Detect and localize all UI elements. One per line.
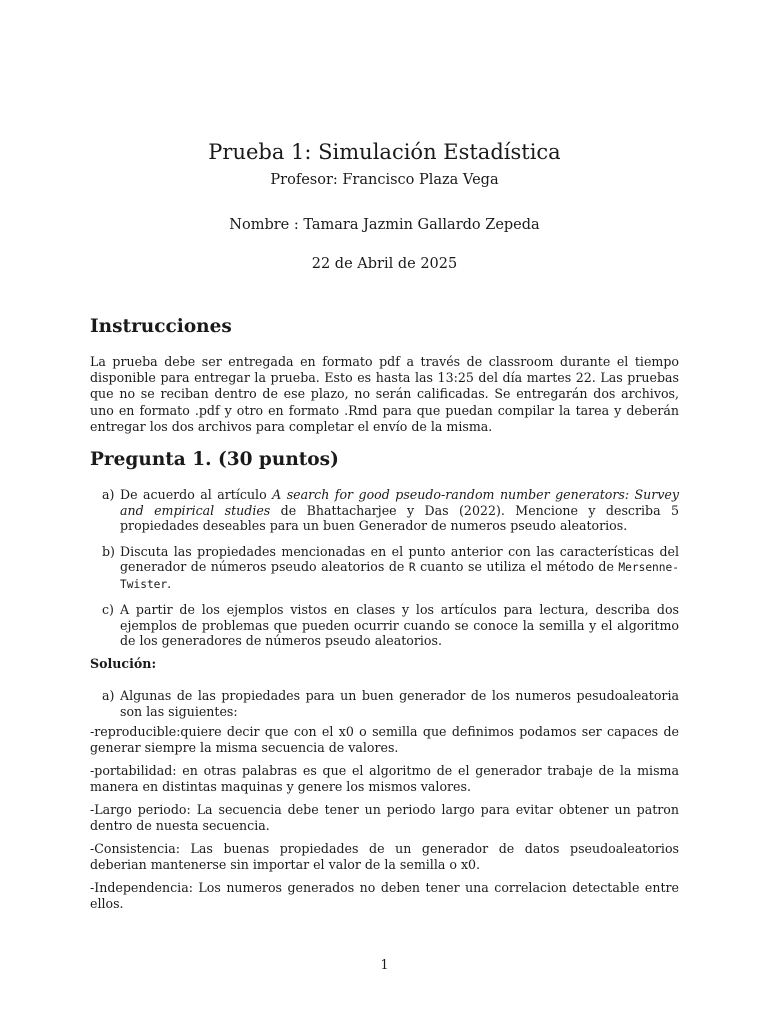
item-marker: a) [102, 487, 115, 502]
item-text: cuanto se utiliza el método de [415, 559, 619, 574]
answer-item-a [90, 688, 679, 719]
item-text: . [167, 575, 172, 591]
item-text: De acuerdo al artículo [120, 487, 273, 502]
item-marker: b) [102, 543, 115, 559]
student-name-line: Nombre : Tamara Jazmin Gallardo Zepeda [229, 217, 540, 233]
property-item: -Largo periodo: La secuencia debe tener un periodo largo para evitar obtener un patron dentro de nuesta secuencia. [90, 802, 679, 833]
property-item: -Independencia: Los numeros generados no deben tener una correlacion detectable entre ellos. [90, 880, 679, 911]
item-marker: a) [102, 688, 115, 703]
question-item-a [90, 487, 679, 534]
document-page [90, 0, 679, 1024]
question-item-b [90, 544, 679, 593]
article-title: A search for good pseudo-random number generators: Survey and empirical studies [120, 487, 679, 518]
page-number: 1 [380, 957, 389, 972]
professor-line: Profesor: Francisco Plaza Vega [270, 172, 499, 188]
inline-code: R [408, 561, 416, 574]
item-text: de Bhattacharjee y Das (2022). Mencione y describa 5 propiedades deseables para un buen Generador de numeros pseudo aleatorios. [120, 502, 679, 533]
properties-list [90, 724, 679, 919]
answer-intro: Algunas de las propiedades para un buen generador de los numeros pesudoaleatoria son las siguientes: [120, 688, 679, 719]
property-item: -portabilidad: en otras palabras es que el algoritmo de el generador trabaje de la misma manera en distintas maquinas y genere los mismos valores. [90, 763, 679, 794]
document-title: Prueba 1: Simulación Estadística [208, 140, 561, 164]
item-text: A partir de los ejemplos vistos en clases y los artículos para lectura, describa dos ejemplos de problemas que pueden ocurrir cuando se conoce la semilla y el algoritmo de los generadores de números pseudo aleatorios. [120, 602, 679, 648]
instructions-heading: Instrucciones [90, 316, 232, 337]
property-item: -Consistencia: Las buenas propiedades de un generador de datos pseudoaleatorios deberian mantenerse sin importar el valor de la semilla o x0. [90, 841, 679, 872]
item-text: Discuta las propiedades mencionadas en el punto anterior con las características del generador de números pseudo aleatorios de [120, 543, 679, 574]
item-marker: c) [102, 602, 114, 617]
solution-label: Solución: [90, 656, 157, 671]
instructions-text: La prueba debe ser entregada en formato pdf a través de classroom durante el tiempo disponible para entregar la prueba. Esto es hasta las 13:25 del día martes 22. Las pruebas que no se reciban dentro de ese plazo, no serán calificadas. Se entregarán dos archivos, uno en formato .pdf y otro en formato .Rmd para que puedan compilar la tarea y deberán entregar los dos archivos para completar el envío de la misma. [90, 354, 679, 434]
question-1-heading: Pregunta 1. (30 puntos) [90, 449, 339, 470]
inline-code: Mersenne-Twister [120, 561, 679, 591]
property-item: -reproducible:quiere decir que con el x0 o semilla que definimos podamos ser capaces de generar siempre la misma secuencia de valores. [90, 724, 679, 755]
question-1-list [90, 487, 679, 659]
question-item-c [90, 602, 679, 649]
document-date: 22 de Abril de 2025 [311, 256, 458, 272]
answer-list [90, 688, 679, 729]
